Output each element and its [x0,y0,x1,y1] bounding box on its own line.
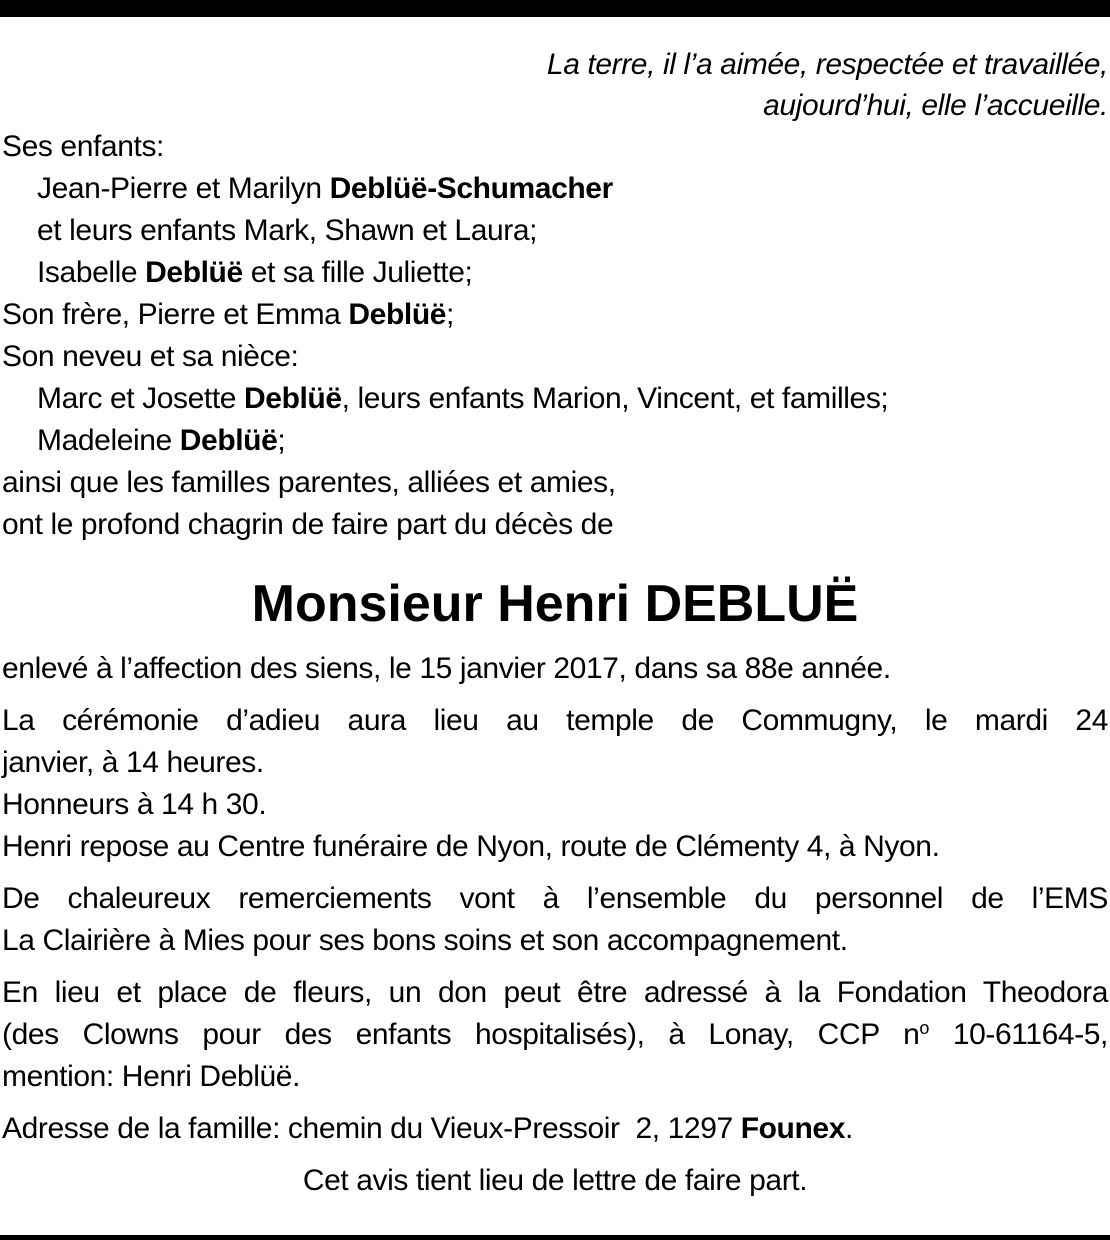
nephew-surname: Deblüë [244,382,342,415]
nephew-rest: , leurs enfants Marion, Vincent, et familles; [341,382,889,415]
notice-statement: Cet avis tient lieu de lettre de faire part. [302,1164,808,1197]
child-1 [2,168,1108,210]
address-street: Adresse de la famille: chemin du Vieux-Pressoir 2, 1297 [2,1112,741,1145]
honours: Honneurs à 14 h 30. [2,788,267,821]
resting-place: Henri repose au Centre funéraire de Nyon, route de Clémenty 4, à Nyon. [2,830,940,863]
address-punct: . [844,1112,853,1145]
epigraph-line-2: aujourd’hui, elle l’accueille. [763,89,1108,122]
nephew [2,378,1108,420]
thanks-paragraph [2,878,1108,962]
death-details: enlevé à l’affection des siens, le 15 janvier 2017, dans sa 88e année. [2,652,891,685]
child-1-surname: Deblüë-Schumacher [329,172,613,205]
donation-line-3: mention: Henri Deblüë. [2,1060,301,1093]
child-2-name: Isabelle [37,256,146,289]
bottom-rule [0,1235,1110,1240]
closing-line-1: ainsi que les familles parentes, alliées et amies, [2,466,616,499]
epigraph [2,44,1108,126]
children-heading: Ses enfants: [2,130,164,163]
brother-names: Son frère, Pierre et Emma [2,298,349,331]
family-address [2,1108,1108,1150]
number-sign-superscript: o [919,1018,930,1038]
donation-account: 10-61164-5, [929,1018,1108,1051]
niece [2,420,1108,462]
ceremony-line-2: janvier, à 14 heures. [2,746,264,779]
brother-punct: ; [446,298,454,331]
child-1-names: Jean-Pierre et Marilyn [37,172,330,205]
child-2-surname: Deblüë [145,256,243,289]
thanks-line-1: De chaleureux remerciements vont à l’ensemble du personnel de l’EMS [2,882,1108,915]
niece-surname: Deblüë [179,424,278,457]
child-1-grandchildren: et leurs enfants Mark, Shawn et Laura; [37,214,538,247]
family-list [2,126,1108,546]
donation-line-2-text: (des Clowns pour des enfants hospitalisés), à Lonay, CCP n [2,1018,920,1051]
nephew-heading: Son neveu et sa nièce: [2,340,299,373]
donation-line-2 [2,1014,1108,1056]
top-rule [0,0,1110,17]
brother-surname: Deblüë [348,298,447,331]
deceased-name: Monsieur Henri DEBLUË [251,575,859,633]
donation-line-1: En lieu et place de fleurs, un don peut être adressé à la Fondation Theodora [2,976,1108,1009]
closing-line-2: ont le profond chagrin de faire part du décès de [2,508,614,541]
child-2-rest: et sa fille Juliette; [242,256,473,289]
epigraph-line-1: La terre, il l’a aimée, respectée et travaillée, [546,48,1108,81]
address-town: Founex [740,1112,845,1145]
thanks-line-2: La Clairière à Mies pour ses bons soins et son accompagnement. [2,924,848,957]
nephew-names: Marc et Josette [37,382,245,415]
address-line [2,1108,1108,1150]
niece-punct: ; [277,424,286,457]
child-2 [2,252,1108,294]
brother [2,294,1108,336]
ceremony-paragraph [2,700,1108,868]
donation-paragraph [2,972,1108,1098]
obituary-notice [2,44,1108,1202]
niece-name: Madeleine [37,424,180,457]
ceremony-line-1: La cérémonie d’adieu aura lieu au temple de Commugny, le mardi 24 [2,704,1108,737]
